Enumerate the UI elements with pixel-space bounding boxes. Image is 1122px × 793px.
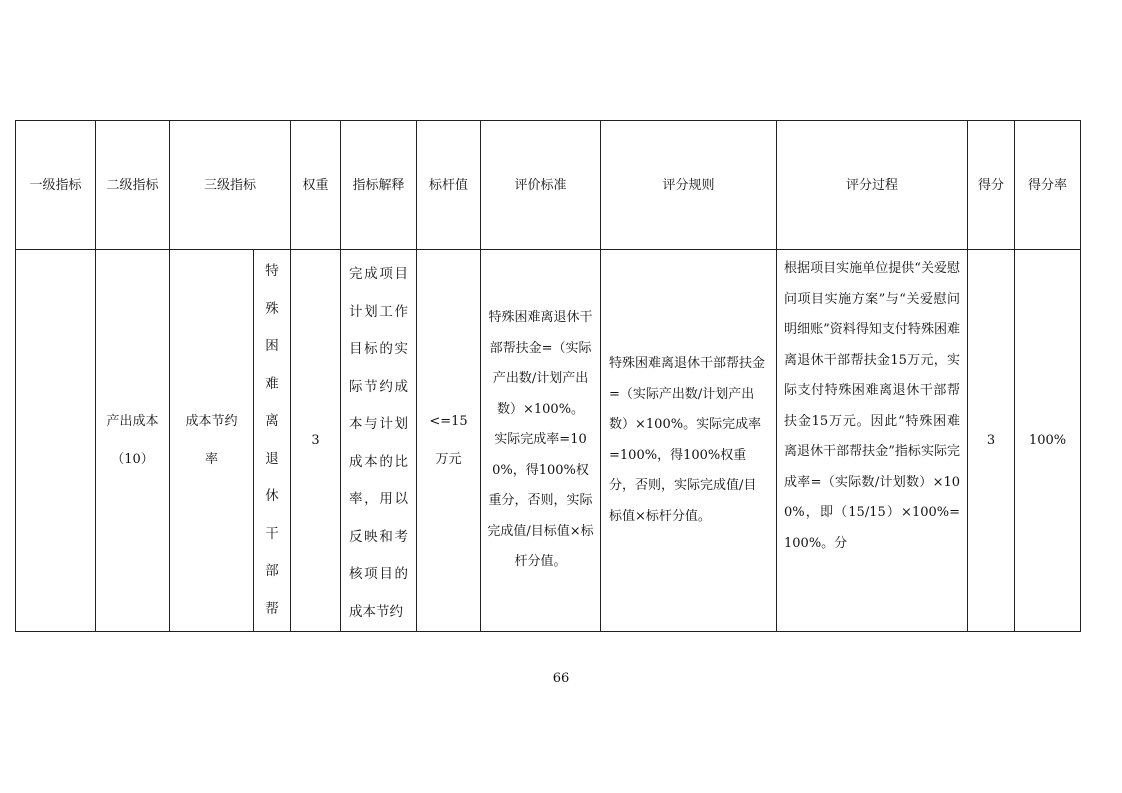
header-explanation: 指标解释 bbox=[341, 121, 417, 250]
header-score: 得分 bbox=[968, 121, 1015, 250]
header-level3: 三级指标 bbox=[170, 121, 291, 250]
cell-level2 bbox=[96, 250, 170, 632]
cell-benchmark: <=15万元 bbox=[417, 250, 481, 632]
criteria-formula: 特殊困难离退休干部帮扶金=（实际产出数/计划产出数）×100%。 bbox=[488, 310, 593, 417]
header-criteria: 评价标准 bbox=[481, 121, 601, 250]
cell-explanation: 完成项目计划工作目标的实际节约成本与计划成本的比率，用以反映和考核项目的成本节约 bbox=[341, 250, 417, 632]
table-row bbox=[16, 250, 1081, 632]
criteria-rule: 实际完成率=100%，得100%权重分，否则，实际完成值/目标值×标杆分值。 bbox=[487, 432, 594, 570]
cell-weight: 3 bbox=[291, 250, 341, 632]
cell-level3-sub bbox=[254, 250, 291, 632]
evaluation-table bbox=[15, 120, 1081, 632]
header-rules: 评分规则 bbox=[601, 121, 777, 250]
cell-score: 3 bbox=[968, 250, 1015, 632]
level3-name: 成本节约率 bbox=[185, 413, 238, 467]
cell-criteria bbox=[481, 250, 601, 632]
header-rate: 得分率 bbox=[1015, 121, 1081, 250]
cell-process: 根据项目实施单位提供“关爱慰问项目实施方案”与“关爱慰问明细账”资料得知支付特殊困难离退休干部帮扶金15万元，实际支付特殊困难离退休干部帮扶金15万元。因此“特殊困难离退休干部帮扶金”指标实际完成率=（实际数/计划数）×100%，即（15/15）×100%=100%。分 bbox=[777, 250, 968, 632]
page-number: 66 bbox=[552, 671, 570, 686]
header-level1: 一级指标 bbox=[16, 121, 96, 250]
cell-level1 bbox=[16, 250, 96, 632]
header-process: 评分过程 bbox=[777, 121, 968, 250]
header-benchmark: 标杆值 bbox=[417, 121, 481, 250]
level3-sub-name: 特殊困难离退休干部帮 bbox=[265, 263, 279, 617]
header-row bbox=[16, 121, 1081, 250]
cell-rate: 100% bbox=[1015, 250, 1081, 632]
cell-level3 bbox=[170, 250, 254, 632]
level2-name: 产出成本 bbox=[106, 413, 159, 429]
cell-rules: 特殊困难离退休干部帮扶金=（实际产出数/计划产出数）×100%。实际完成率=100%，得100%权重分，否则，实际完成值/目标值×标杆分值。 bbox=[601, 250, 777, 632]
header-weight: 权重 bbox=[291, 121, 341, 250]
header-level2: 二级指标 bbox=[96, 121, 170, 250]
level2-score: （10） bbox=[111, 451, 154, 467]
